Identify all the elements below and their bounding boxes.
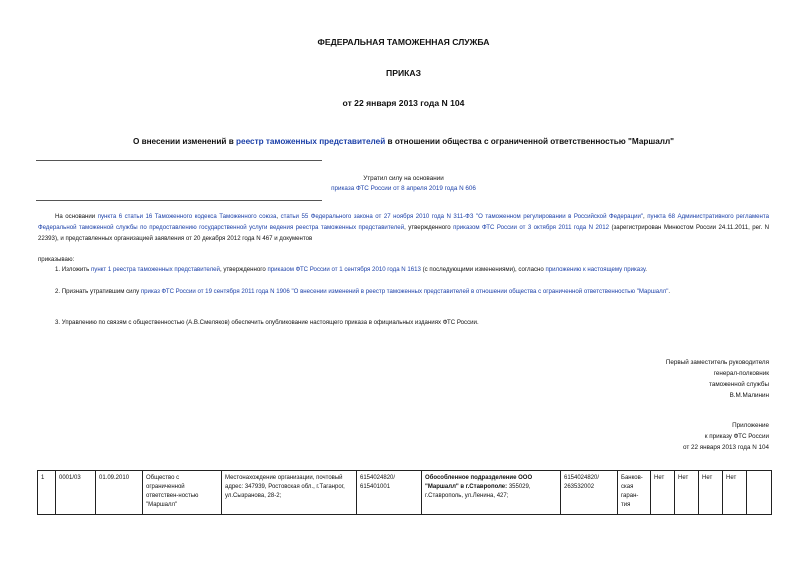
- cell-flag-3: Нет: [699, 471, 723, 515]
- item1-link-registry-point[interactable]: пункт 1 реестра таможенных представителей: [90, 266, 220, 273]
- cell-date: 01.09.2010: [96, 471, 143, 515]
- cell-organization: Общество с ограниченной ответствен-ностью "Маршалл": [143, 471, 222, 515]
- signature-block: [509, 357, 769, 401]
- signature-service: таможенной службы: [709, 381, 769, 388]
- appendix-heading: [509, 420, 769, 453]
- divider-bottom: [36, 200, 322, 201]
- item1-text-4: .: [645, 266, 647, 273]
- branch-address: 355029, г.Ставрополь, ул.Ленина, 427;: [425, 484, 531, 499]
- appendix-date: от 22 января 2013 года N 104: [682, 444, 769, 451]
- signature-name: В.М.Малинин: [729, 392, 769, 399]
- item2-link-order-1906[interactable]: приказ ФТС России от 19 сентября 2011 года N 1906 "О внесении изменений в реестр таможенных представителей в отношении общества с ограниченной ответственностью "Маршалл": [140, 288, 669, 295]
- signature-position: Первый заместитель руководителя: [665, 359, 769, 366]
- item1-text-1: 1. Изложить: [55, 266, 91, 273]
- item2-text-1: 2. Признать утратившим силу: [55, 288, 141, 295]
- divider-top: [36, 160, 322, 161]
- doc-type: ПРИКАЗ: [386, 68, 421, 78]
- agency-title: ФЕДЕРАЛЬНАЯ ТАМОЖЕННАЯ СЛУЖБА: [317, 37, 490, 47]
- item-1: [38, 264, 769, 275]
- item-2: [38, 286, 769, 297]
- status-link[interactable]: приказа ФТС России от 8 апреля 2019 года N 606: [331, 185, 476, 192]
- branch-name: Обособленное подразделение ООО "Маршалл" в г.Ставрополе:: [425, 475, 533, 490]
- appendix-title: Приложение: [732, 422, 769, 429]
- appendix-ref: к приказу ФТС России: [704, 433, 769, 440]
- cell-flag-4: Нет: [723, 471, 747, 515]
- preamble-text-5: (зарегистрирован Минюстом России 24.11.2011, рег. N 22393), и представленных организацией заявления от 20 декабря 2012 года N 467 и документов: [38, 224, 769, 242]
- preamble-text-1: На основании: [55, 213, 98, 220]
- preamble-paragraph: [38, 211, 769, 244]
- item1-text-3: (с последующими изменениями), согласно: [420, 266, 546, 273]
- cell-branch: [422, 471, 561, 515]
- preamble-text-3: ,: [643, 213, 648, 220]
- cell-address: Местонахождение организации, почтовый адрес: 347939, Ростовская обл., г.Таганрог, ул.Сызранова, 28-2;: [222, 471, 357, 515]
- preamble-link-regulation[interactable]: пункта 68 Административного регламента Федеральной таможенной службы по предоставлению государственной услуги ведения реестра таможенных представителей: [38, 213, 770, 231]
- preamble-text-4: , утвержденного: [404, 224, 454, 231]
- item1-text-2: , утвержденного: [219, 266, 268, 273]
- preamble-link-federal-law[interactable]: статьи 55 Федерального закона от 27 ноября 2010 года N 311-ФЗ "О таможенном регулировании в Российской Федерации": [280, 213, 644, 220]
- cell-flag-2: Нет: [675, 471, 699, 515]
- doc-date: от 22 января 2013 года N 104: [342, 98, 465, 108]
- item1-link-appendix[interactable]: приложению к настоящему приказу: [545, 266, 646, 273]
- registry-table: [37, 470, 772, 515]
- item2-text-2: .: [668, 288, 671, 295]
- cell-guarantee: Банков-ская гаран-тия: [618, 471, 651, 515]
- subject-prefix: О внесении изменений в: [132, 137, 237, 146]
- doc-subject: [0, 137, 807, 146]
- status-note: Утратил силу на основании: [363, 175, 444, 182]
- cell-number: 1: [38, 471, 56, 515]
- signature-rank: генерал-полковник: [713, 370, 769, 377]
- preamble-link-customs-code[interactable]: пункта 6 статьи 16 Таможенного кодекса Таможенного союза: [97, 213, 277, 220]
- order-word: приказываю:: [38, 256, 75, 263]
- registry-link[interactable]: реестр таможенных представителей: [236, 137, 386, 146]
- item-3: 3. Управлению по связям с общественностью (А.В.Смеляков) обеспечить опубликование настоящего приказа в официальных изданиях ФТС России.: [55, 319, 479, 326]
- preamble-text-2: ,: [276, 213, 281, 220]
- cell-empty: [747, 471, 772, 515]
- table-row: [38, 471, 772, 515]
- preamble-link-order-2012[interactable]: приказом ФТС России от 3 октября 2011 года N 2012: [453, 224, 610, 231]
- cell-branch-inn-kpp: 6154024820/ 263532002: [561, 471, 618, 515]
- cell-reg-no: 0001/03: [56, 471, 96, 515]
- item1-link-order-1613[interactable]: приказом ФТС России от 1 сентября 2010 года N 1613: [267, 266, 421, 273]
- cell-flag-1: Нет: [651, 471, 675, 515]
- cell-inn-kpp: 6154024820/ 615401001: [357, 471, 422, 515]
- subject-suffix: в отношении общества с ограниченной ответственностью "Маршалл": [385, 137, 675, 146]
